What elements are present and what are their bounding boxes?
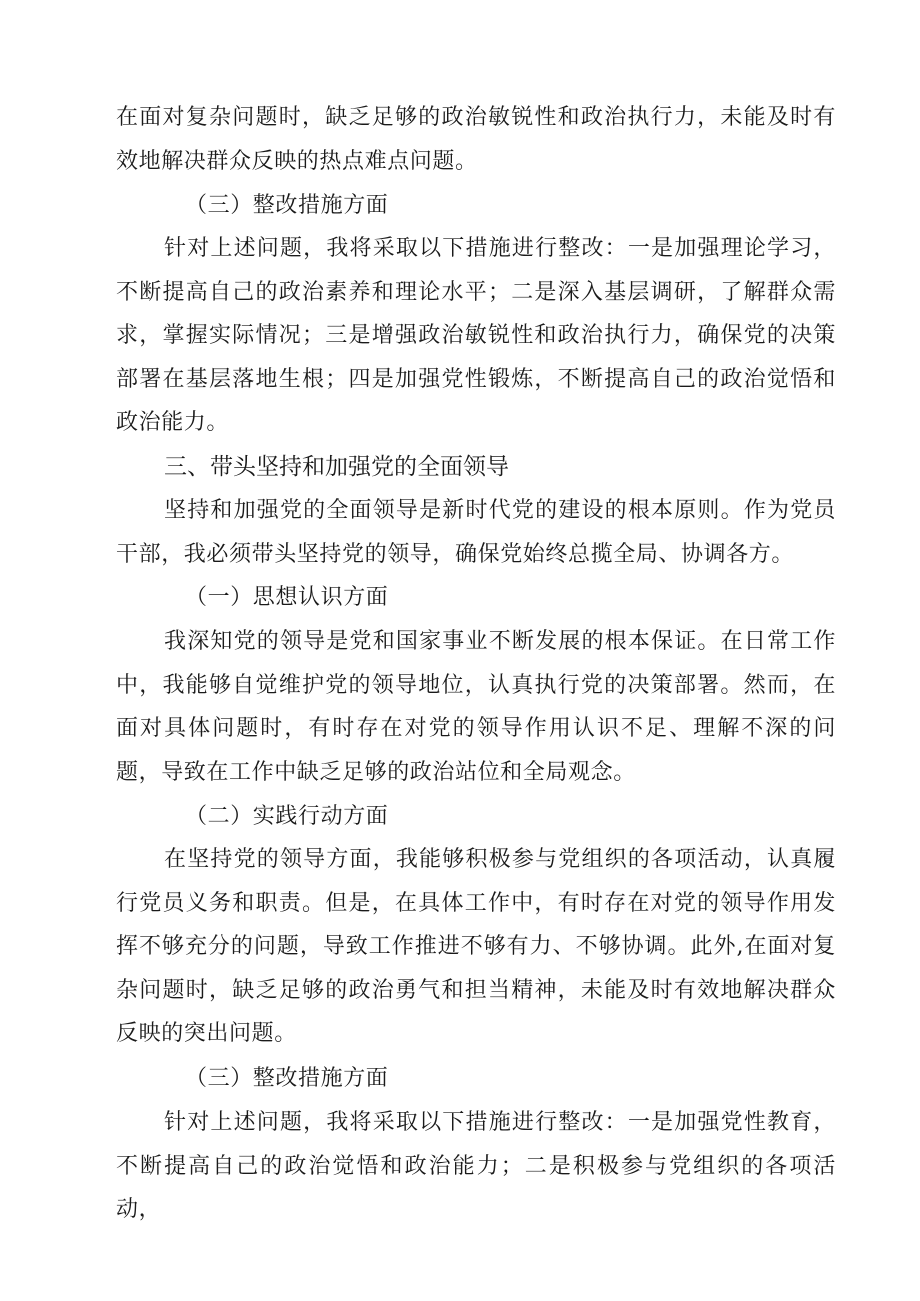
paragraph-rectification-measures-2: 针对上述问题，我将采取以下措施进行整改：一是加强党性教育，不断提高自己的政治觉悟和政治能力；二是积极参与党组织的各项活动， [116, 1110, 836, 1222]
paragraph-ideological-understanding: 我深知党的领导是党和国家事业不断发展的根本保证。在日常工作中，我能够自觉维护党的领导地位，认真执行党的决策部署。然而，在面对具体问题时，有时存在对党的领导作用认识不足、理解不深的问题，导致在工作中缺乏足够的政治站位和全局观念。 [116, 629, 836, 785]
paragraph-practical-action: 在坚持党的领导方面，我能够积极参与党组织的各项活动，认真履行党员义务和职责。但是，在具体工作中，有时存在对党的领导作用发挥不够充分的问题，导致工作推进不够有力、不够协调。此外,在面对复杂问题时，缺乏足够的政治勇气和担当精神，未能及时有效地解决群众反映的突出问题。 [116, 847, 836, 1046]
subheading-ideological-understanding: （一）思想认识方面 [185, 585, 389, 610]
subheading-rectification-measures: （三）整改措施方面 [185, 193, 389, 218]
subheading-rectification-measures-2: （三）整改措施方面 [185, 1066, 389, 1091]
subheading-practical-action: （二）实践行动方面 [185, 804, 389, 829]
section-heading-party-leadership: 三、带头坚持和加强党的全面领导 [164, 454, 509, 480]
paragraph-party-leadership-intro: 坚持和加强党的全面领导是新时代党的建设的根本原则。作为党员干部，我必须带头坚持党的领导，确保党始终总揽全局、协调各方。 [116, 498, 836, 567]
paragraph-problem-continuation: 在面对复杂问题时，缺乏足够的政治敏锐性和政治执行力，未能及时有效地解决群众反映的热点难点问题。 [116, 105, 836, 174]
paragraph-rectification-measures: 针对上述问题，我将采取以下措施进行整改：一是加强理论学习，不断提高自己的政治素养和理论水平；二是深入基层调研，了解群众需求，掌握实际情况；三是增强政治敏锐性和政治执行力，确保党的决策部署在基层落地生根；四是加强党性锻炼，不断提高自己的政治觉悟和政治能力。 [116, 236, 836, 435]
